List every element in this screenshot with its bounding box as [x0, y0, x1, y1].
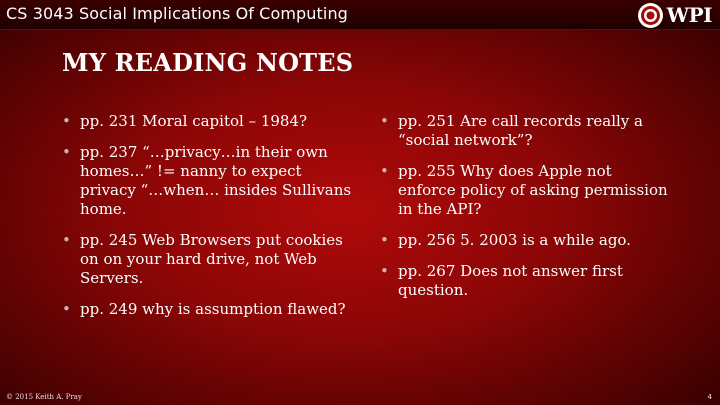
notes-right-column: [380, 112, 670, 312]
slide-title: MY READING NOTES: [62, 48, 354, 77]
bullet-icon: •: [62, 112, 71, 130]
bullet-icon: •: [62, 143, 71, 161]
bullet-icon: •: [380, 262, 389, 280]
header-bar: [0, 0, 720, 30]
wpi-logo: [638, 2, 712, 28]
list-item: [62, 231, 362, 288]
note-text: pp. 256 5. 2003 is a while ago.: [398, 231, 631, 249]
note-text: pp. 231 Moral capitol – 1984?: [80, 112, 308, 130]
list-item: [62, 300, 362, 319]
list-item: [380, 231, 670, 250]
logo-text: WPI: [666, 3, 712, 27]
course-title: CS 3043 Social Implications Of Computing: [6, 4, 348, 23]
list-item: [380, 262, 670, 300]
bullet-icon: •: [62, 231, 71, 249]
bullet-icon: •: [380, 231, 389, 249]
notes-left-column: [62, 112, 362, 331]
note-text: pp. 237 “…privacy…in their own homes…” != nanny to expect privacy “…when… insides Sullivans home.: [80, 143, 352, 218]
note-text: pp. 267 Does not answer first question.: [398, 262, 623, 299]
bullet-icon: •: [62, 300, 71, 318]
page-number: 4: [707, 393, 712, 401]
note-text: pp. 255 Why does Apple not enforce policy of asking permission in the API?: [398, 162, 668, 218]
list-item: [62, 112, 362, 131]
list-item: [380, 162, 670, 219]
note-text: pp. 245 Web Browsers put cookies on on your hard drive, not Web Servers.: [80, 231, 343, 287]
list-item: [62, 143, 362, 219]
note-text: pp. 251 Are call records really a “social network”?: [398, 112, 643, 149]
wpi-seal-icon: [638, 3, 663, 28]
note-text: pp. 249 why is assumption flawed?: [80, 300, 346, 318]
copyright-text: © 2015 Keith A. Pray: [6, 393, 82, 401]
bullet-icon: •: [380, 112, 389, 130]
list-item: [380, 112, 670, 150]
bullet-icon: •: [380, 162, 389, 180]
